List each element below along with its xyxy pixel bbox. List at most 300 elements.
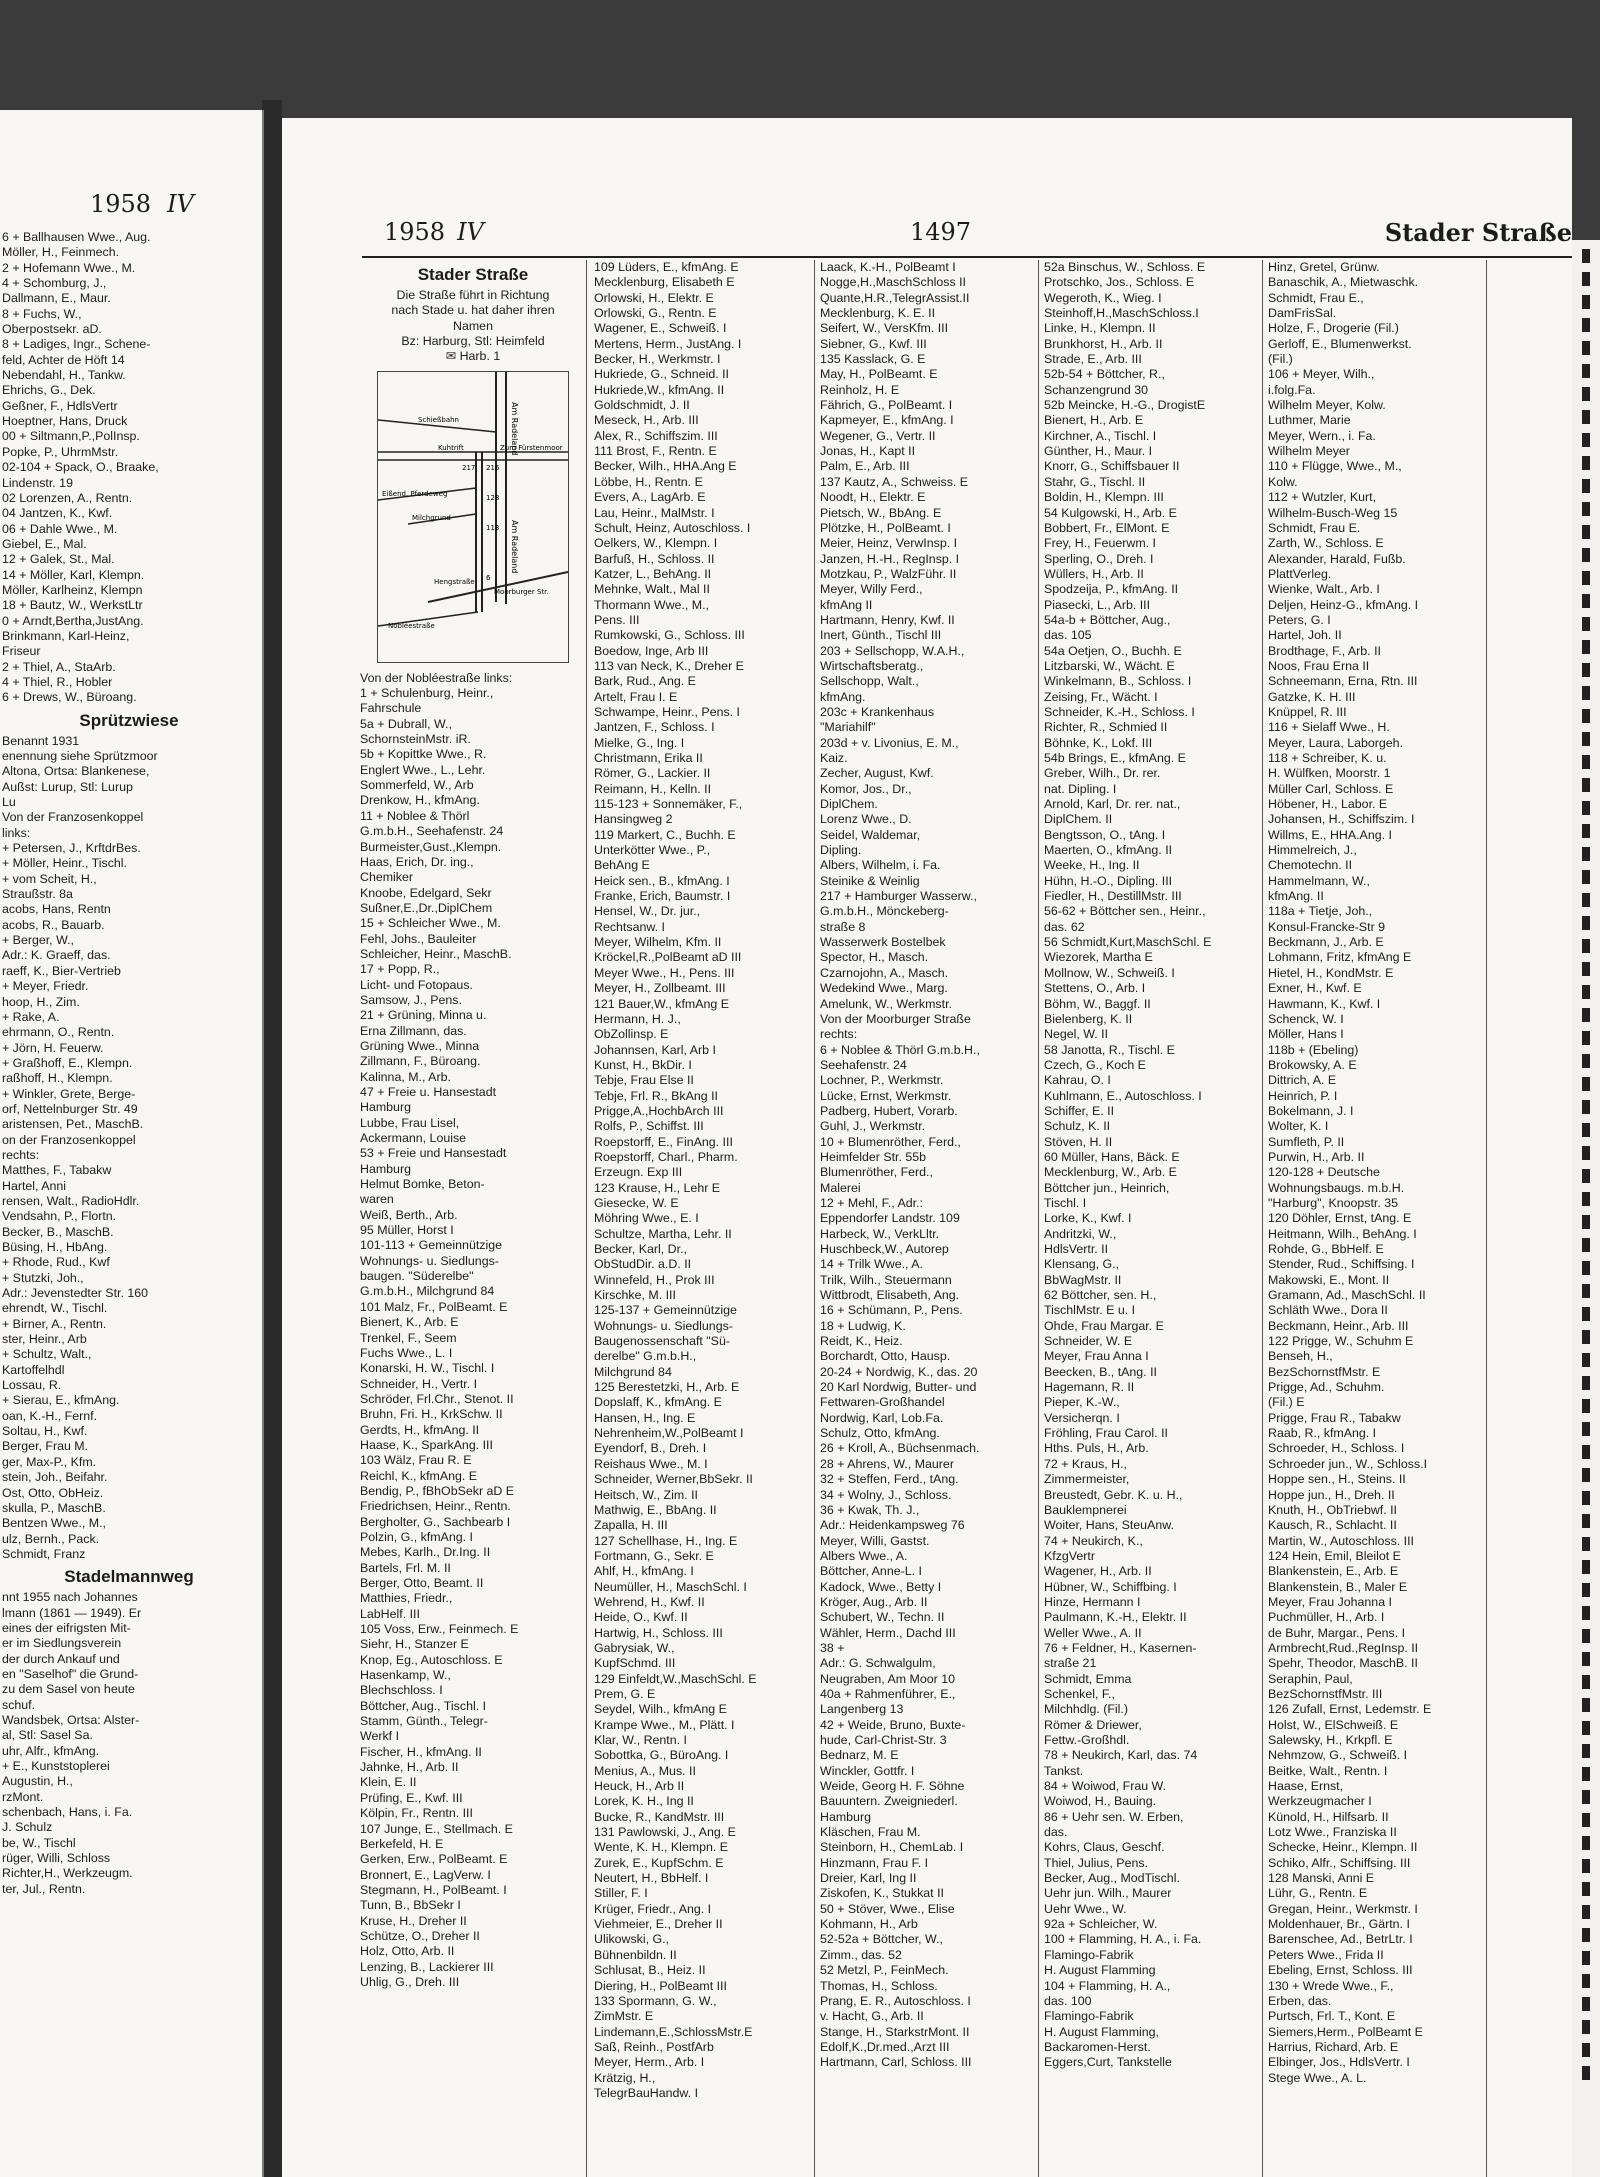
edge-mark	[1582, 479, 1590, 493]
directory-entry: Salewsky, H., Krkpfl. E	[1268, 1733, 1393, 1747]
directory-entry: Becker, B., MaschB.	[2, 1224, 114, 1239]
directory-entry: nat. Dipling. I	[1044, 781, 1117, 796]
directory-entry: 76 + Feldner, H., Kasernen-	[1044, 1640, 1197, 1655]
directory-entry: Katzer, L., BehAng. II	[594, 566, 712, 581]
directory-entry: aristensen, Pet., MaschB.	[2, 1117, 144, 1132]
directory-entry: 14 + Möller, Karl, Klempn.	[2, 567, 145, 582]
directory-entry: Baugenossenschaft "Sü-	[594, 1334, 730, 1349]
directory-entry: Schroeder jun., W., Schloss.I	[1268, 1456, 1428, 1471]
directory-entry: Fahrschule	[360, 701, 422, 716]
directory-entry: 104 + Flamming, H. A.,	[1044, 1978, 1171, 1993]
edge-mark	[1582, 1192, 1590, 1206]
directory-entry: Pietsch, W., BbAng. E	[820, 505, 942, 520]
directory-entry: Knuth, H., ObTriebwf. II	[1268, 1502, 1398, 1517]
directory-entry: Zarth, W., Schloss. E	[1268, 536, 1384, 551]
directory-entry: Lorenz Wwe., D.	[820, 812, 912, 827]
directory-entry: Haas, Erich, Dr. ing.,	[360, 854, 474, 869]
directory-entry: Dreier, Karl, Ing II	[820, 1871, 917, 1886]
directory-entry: Roepstorff, Charl., Pharm.	[594, 1149, 738, 1164]
directory-entry: Jantzen, F., Schloss. I	[594, 720, 715, 735]
directory-entry: Gabrysiak, W.,	[594, 1640, 675, 1655]
directory-entry: Hartwig, H., Schloss. III	[594, 1625, 723, 1640]
directory-entry: Knorr, G., Schiffsbauer II	[1044, 459, 1180, 474]
directory-entry: Lossau, R.	[2, 1378, 62, 1393]
directory-entry: Hinzmann, Frau F. I	[820, 1855, 929, 1870]
directory-entry: Moldenhauer, Br., Gärtn. I	[1268, 1917, 1410, 1932]
edge-mark	[1582, 1100, 1590, 1114]
directory-entry: Boldin, H., Klempn. III	[1044, 490, 1164, 505]
directory-entry: HdlsVertr. II	[1044, 1242, 1109, 1256]
directory-entry: Wohnungsbaugs. m.b.H.	[1268, 1180, 1405, 1195]
directory-entry: Chemotechn. II	[1268, 858, 1353, 873]
directory-entry: Langenberg 13	[820, 1702, 904, 1717]
edge-mark	[1582, 1261, 1590, 1275]
directory-entry: Knüppel, R. III	[1268, 704, 1347, 719]
directory-entry: SchornsteinMstr. iR.	[360, 732, 471, 747]
directory-entry: 110 + Flügge, Wwe., M.,	[1268, 459, 1402, 474]
directory-entry: Holz, Otto, Arb. II	[360, 1944, 455, 1959]
directory-entry: Malerei	[820, 1180, 861, 1195]
directory-entry: 6 + Noblee & Thörl G.m.b.H.,	[820, 1042, 980, 1057]
directory-entry: 18 + Bautz, W., WerkstLtr	[2, 598, 143, 613]
directory-entry: Bauklempnerei	[1044, 1502, 1127, 1517]
directory-entry: Czarnojohn, A., Masch.	[820, 965, 949, 980]
directory-entry: Rohde, G., BbHelf. E	[1268, 1242, 1384, 1256]
directory-entry: Kohmann, H., Arb	[820, 1917, 918, 1932]
right-page-volume: IV	[457, 218, 484, 246]
right-page	[282, 118, 1572, 2177]
left-page	[0, 110, 264, 2177]
directory-entry: on der Franzosenkoppel	[2, 1132, 136, 1147]
directory-entry: Seifert, W., VersKfm. III	[820, 321, 949, 336]
directory-entry: Becker, Wilh., HHA.Ang E	[594, 459, 737, 474]
directory-entry: Beckmann, J., Arb. E	[1268, 935, 1384, 950]
directory-entry: 47 + Freie u. Hansestadt	[360, 1085, 497, 1099]
map-label-fuerstenmoor: Zum Fürstenmoor	[500, 443, 563, 452]
directory-entry: Matthes, F., Tabakw	[2, 1163, 112, 1178]
edge-mark	[1582, 1284, 1590, 1298]
directory-entry: Stegmann, H., PolBeamt. I	[360, 1882, 507, 1897]
directory-entry: ZimMstr. E	[594, 2009, 654, 2024]
directory-entry: Gregan, Heinr., Werkmstr. I	[1268, 1901, 1418, 1916]
directory-entry: 84 + Woiwod, Frau W.	[1044, 1779, 1167, 1794]
directory-entry: Borchardt, Otto, Hausp.	[820, 1349, 951, 1364]
directory-entry: Viehmeier, E., Dreher II	[594, 1917, 723, 1932]
directory-entry: Pieper, K.-W.,	[1044, 1395, 1120, 1410]
directory-entry: Meyer, H., Zollbeamt. III	[594, 981, 726, 996]
map-label-noblee: Nobléestraße	[388, 621, 435, 630]
directory-entry: Kirchner, A., Tischl. I	[1044, 428, 1157, 443]
edge-mark	[1582, 1790, 1590, 1804]
directory-entry: 06 + Dahle Wwe., M.	[2, 521, 118, 536]
edge-mark	[1582, 1537, 1590, 1551]
directory-entry: 28 + Ahrens, W., Maurer	[820, 1456, 954, 1471]
directory-entry: Wohnungs- u. Siedlungs-	[360, 1253, 499, 1268]
directory-entry: 127 Schellhase, H., Ing. E	[594, 1533, 738, 1548]
directory-entry: Vendsahn, P., Flortn.	[2, 1209, 117, 1224]
left-page-volume: IV	[167, 190, 194, 218]
directory-entry: Hamburg	[360, 1100, 411, 1115]
edge-mark	[1582, 663, 1590, 677]
directory-entry: Schroeder, H., Schloss. I	[1268, 1441, 1405, 1456]
directory-entry: Orlowski, G., Rentn. E	[594, 306, 717, 321]
directory-entry: Chemiker	[360, 870, 414, 885]
directory-entry: Flamingo-Fabrik	[1044, 1947, 1134, 1962]
directory-entry: Gerloff, E., Blumenwerkst.	[1268, 336, 1412, 351]
directory-entry: Reishaus Wwe., M. I	[594, 1456, 708, 1471]
directory-entry: Heitmann, Wilh., BehAng. I	[1268, 1226, 1417, 1241]
directory-entry: Lindemann,E.,SchlossMstr.E	[594, 2024, 753, 2039]
directory-entry: Nehrenheim,W.,PolBeamt I	[594, 1426, 744, 1441]
directory-entry: BezSchornstfMstr. III	[1268, 1686, 1383, 1701]
directory-entry: Hartel, Anni	[2, 1178, 67, 1193]
directory-entry: "Harburg", Knoopstr. 35	[1268, 1195, 1399, 1210]
directory-entry: Andritzki, W.,	[1044, 1226, 1117, 1241]
directory-entry: Römer, G., Lackier. II	[594, 766, 711, 781]
header-rule	[362, 256, 1572, 258]
directory-entry: Wandsbek, Ortsa: Alster-	[2, 1712, 140, 1727]
directory-entry: Meyer Wwe., H., Pens. III	[594, 965, 735, 980]
directory-entry: Erben, das.	[1268, 1993, 1332, 2008]
directory-entry: Heinrich, P. I	[1268, 1088, 1338, 1103]
directory-entry: + Möller, Heinr., Tischl.	[2, 856, 127, 871]
directory-entry: Willms, E., HHA.Ang. I	[1268, 827, 1392, 842]
street-map-drawing	[378, 372, 568, 662]
directory-entry: 52b Meincke, H.-G., DrogistE	[1044, 398, 1206, 413]
directory-entry: Arnold, Karl, Dr. rer. nat.,	[1044, 797, 1181, 812]
directory-entry: Edolf,K.,Dr.med.,Arzt III	[820, 2039, 950, 2054]
directory-entry: Schult, Heinz, Autoschloss. I	[594, 520, 751, 535]
directory-entry: 17 + Popp, R.,	[360, 962, 440, 977]
map-label-217: 217	[462, 463, 476, 472]
directory-entry: en "Saselhof" die Grund-	[2, 1666, 139, 1681]
street-map	[377, 371, 569, 663]
edge-mark	[1582, 1744, 1590, 1758]
edge-mark	[1582, 824, 1590, 838]
directory-entry: Von der Moorburger Straße	[820, 1011, 971, 1026]
directory-entry: Lühr, G., Rentn. E	[1268, 1886, 1368, 1901]
directory-entry: 118a + Tietje, Joh.,	[1268, 904, 1373, 919]
edge-mark	[1582, 1330, 1590, 1344]
directory-entry: Bronnert, E., LagVerw. I	[360, 1867, 491, 1882]
directory-entry: Weiß, Berth., Arb.	[360, 1207, 458, 1222]
directory-entry: Adr.: K. Graeff, das.	[2, 948, 111, 963]
directory-entry: Wedekind Wwe., Marg.	[820, 981, 948, 996]
edge-mark	[1582, 1445, 1590, 1459]
directory-entry: Erzeugn. Exp III	[594, 1165, 683, 1180]
edge-mark	[1582, 962, 1590, 976]
directory-entry: Prigge,A.,HochbArch III	[594, 1103, 724, 1118]
directory-entry: + vom Scheit, H.,	[2, 871, 97, 886]
directory-entry: Schenkel, F.,	[1044, 1686, 1115, 1701]
edge-mark	[1582, 387, 1590, 401]
directory-entry: Knoobe, Edelgard, Sekr	[360, 885, 492, 900]
directory-entry: Harrius, Richard, Arb. E	[1268, 2039, 1399, 2054]
directory-entry: Noos, Frau Erna II	[1268, 658, 1370, 673]
directory-entry: Blankenstein, E., Arb. E	[1268, 1564, 1399, 1579]
directory-entry: Bienert, H., Arb. E	[1044, 413, 1144, 428]
directory-entry: Altona, Ortsa: Blankenese,	[2, 764, 150, 779]
directory-entry: Schwampe, Heinr., Pens. I	[594, 704, 741, 719]
edge-mark	[1582, 1698, 1590, 1712]
directory-entry: 131 Pawlowski, J., Ang. E	[594, 1825, 736, 1840]
directory-entry: 54 Kulgowski, H., Arb. E	[1044, 505, 1177, 520]
edge-mark	[1582, 1169, 1590, 1183]
directory-entry: Krätzig, H.,	[594, 2070, 656, 2085]
directory-entry: Adr.: Jevenstedter Str. 160	[2, 1286, 149, 1301]
directory-entry: Fiedler, H., DestillMstr. III	[1044, 889, 1182, 904]
directory-entry: Brunkhorst, H., Arb. II	[1044, 336, 1163, 351]
directory-entry: Böttcher, Aug., Tischl. I	[360, 1698, 487, 1713]
directory-entry: Brinkmann, Karl-Heinz,	[2, 628, 130, 643]
edge-mark	[1582, 709, 1590, 723]
directory-entry: 20-24 + Nordwig, K., das. 20	[820, 1364, 978, 1379]
directory-entry: Müller Carl, Schloss. E	[1268, 781, 1394, 796]
directory-entry: Zeising, Fr., Wächt. I	[1044, 689, 1158, 704]
directory-entry: Gerdts, H., kfmAng. II	[360, 1422, 480, 1437]
directory-entry: Kartoffelhdl	[2, 1362, 65, 1377]
directory-entry: straße 21	[1044, 1656, 1097, 1671]
directory-entry: 04 Jantzen, K., Kwf.	[2, 506, 113, 521]
directory-entry: Friseur	[2, 644, 41, 659]
directory-entry: oan, K.-H., Fernf.	[2, 1408, 98, 1423]
directory-entry: 128 Manski, Anni E	[1268, 1871, 1375, 1886]
directory-entry: Lenzing, B., Lackierer III	[360, 1959, 494, 1974]
directory-entry: Heuck, H., Arb II	[594, 1779, 685, 1794]
directory-entry: TischlMstr. E u. I	[1044, 1303, 1136, 1318]
directory-entry: Mollnow, W., Schweiß. I	[1044, 965, 1175, 980]
directory-entry: 6 + Ballhausen Wwe., Aug.	[2, 230, 151, 244]
directory-entry: Adr.: Heidenkampsweg 76	[820, 1518, 965, 1533]
directory-entry: Woiwod, H., Bauing.	[1044, 1794, 1157, 1809]
directory-column-2	[594, 260, 815, 2177]
directory-entry: Seydel, Wilh., kfmAng E	[594, 1702, 727, 1717]
directory-entry: 5a + Dubrall, W.,	[360, 716, 452, 731]
edge-mark	[1582, 456, 1590, 470]
directory-entry: Hoeptner, Hans, Druck	[2, 414, 128, 429]
directory-entry: 72 + Kraus, H.,	[1044, 1456, 1127, 1471]
directory-entry: Makowski, E., Mont. II	[1268, 1272, 1390, 1287]
directory-entry: 54b Brings, E., kfmAng. E	[1044, 751, 1186, 765]
directory-entry: 16 + Schümann, P., Pens.	[820, 1303, 963, 1318]
map-road-moorburger	[428, 572, 568, 602]
directory-entry: schuf.	[2, 1697, 36, 1712]
directory-entry: Hinze, Hermann I	[1044, 1594, 1141, 1609]
edge-mark	[1582, 433, 1590, 447]
directory-entry: Lücke, Ernst, Werkmstr.	[820, 1088, 952, 1103]
directory-entry: Mebes, Karlh., Dr.Ing. II	[360, 1545, 491, 1560]
street-postal	[360, 349, 586, 364]
directory-entry: nnt 1955 nach Johannes	[2, 1590, 138, 1605]
edge-mark	[1582, 1997, 1590, 2011]
directory-entry: 34 + Wolny, J., Schloss.	[820, 1487, 952, 1502]
directory-entry: Hansen, H., Ing. E	[594, 1410, 696, 1425]
directory-entry: Hths. Puls, H., Arb.	[1044, 1441, 1149, 1456]
directory-entry: Kohrs, Claus, Geschf.	[1044, 1840, 1165, 1855]
directory-entry: Meier, Heinz, VerwInsp. I	[820, 536, 958, 551]
directory-entry: 115-123 + Sonnemäker, F.,	[594, 797, 743, 812]
directory-entry: Bobbert, Fr., ElMont. E	[1044, 520, 1170, 535]
directory-entry: 122 Prigge, W., Schuhm E	[1268, 1334, 1414, 1349]
directory-entry: Konarski, H. W., Tischl. I	[360, 1361, 495, 1376]
directory-entry: Eyendorf, B., Dreh. I	[594, 1441, 707, 1456]
directory-entry: Uehr jun. Wilh., Maurer	[1044, 1886, 1172, 1901]
directory-entry: Jahnke, H., Arb. II	[360, 1760, 459, 1775]
directory-entry: 40a + Rahmenführer, E.,	[820, 1686, 956, 1701]
directory-entry: Schulz, K. II	[1044, 1119, 1111, 1134]
directory-entry: Weeke, H., Ing. II	[1044, 858, 1140, 873]
directory-entry: Hartel, Joh. II	[1268, 628, 1342, 643]
edge-mark	[1582, 1767, 1590, 1781]
directory-entry: 2 + Hofemann Wwe., M.	[2, 260, 136, 275]
directory-entry: Richter,H., Werkzeugm.	[2, 1866, 133, 1881]
edge-mark	[1582, 985, 1590, 999]
directory-entry: Janzen, H.-H., RegInsp. I	[820, 551, 960, 566]
directory-entry: Siemers,Herm., PolBeamt E	[1268, 2024, 1423, 2039]
directory-entry: Zecher, August, Kwf.	[820, 766, 934, 781]
directory-entry: Bruhn, Fri. H., KrkSchw. II	[360, 1407, 503, 1422]
edge-mark	[1582, 525, 1590, 539]
directory-entry: 124 Hein, Emil, Bleilot E	[1268, 1548, 1401, 1563]
edge-mark	[1582, 847, 1590, 861]
directory-entry: Deljen, Heinz-G., kfmAng. I	[1268, 597, 1419, 612]
directory-entry: Samsow, J., Pens.	[360, 992, 462, 1007]
directory-entry: Licht- und Fotopaus.	[360, 977, 473, 992]
directory-entry: Hawmann, K., Kwf. I	[1268, 996, 1381, 1011]
directory-entry: Weide, Georg H. F. Söhne	[820, 1779, 965, 1794]
directory-entry: Giesecke, W. E	[594, 1195, 679, 1210]
directory-entry: Fehl, Johs., Bauleiter	[360, 931, 477, 946]
directory-entry: Augustin, H.,	[2, 1774, 73, 1789]
directory-entry: Tankst.	[1044, 1763, 1084, 1778]
directory-entry: Beecken, B., tAng. II	[1044, 1364, 1157, 1379]
directory-entry: Außst: Lurup, Stl: Lurup	[2, 779, 133, 794]
directory-entry: Winnefeld, H., Prok III	[594, 1272, 715, 1287]
directory-entry: DiplChem.	[820, 797, 878, 812]
street-description-2: nach Stade u. hat daher ihren	[391, 303, 555, 318]
directory-entry: Wittbrodt, Elisabeth, Ang.	[820, 1288, 960, 1303]
map-label-radeland-bottom: Am Radeland	[510, 519, 519, 574]
directory-entry: stein, Joh., Beifahr.	[2, 1470, 108, 1485]
edge-mark	[1582, 1376, 1590, 1390]
directory-entry: Benseh, H.,	[1268, 1349, 1333, 1364]
directory-entry: Peters Wwe., Frida II	[1268, 1947, 1384, 1962]
directory-entry: Zillmann, F., Büroang.	[360, 1054, 481, 1069]
street-postal-text: Harb. 1	[459, 349, 501, 364]
directory-entry: Reinholz, H. E	[820, 382, 900, 397]
edge-mark	[1582, 1675, 1590, 1689]
directory-entry: rechts:	[2, 1147, 40, 1162]
left-page-header	[90, 190, 194, 218]
directory-entry: Milchgrund 84	[594, 1364, 672, 1379]
directory-entry: Barfuß, H., Schloss. II	[594, 551, 715, 566]
directory-entry: Krüger, Friedr., Ang. I	[594, 1901, 712, 1916]
directory-entry: Paulmann, K.-H., Elektr. II	[1044, 1610, 1187, 1625]
directory-entry: Hartmann, Henry, Kwf. II	[820, 612, 955, 627]
directory-entry: 56-62 + Böttcher sen., Heinr.,	[1044, 904, 1206, 919]
edge-mark	[1582, 1974, 1590, 1988]
directory-entry: Blechschloss. I	[360, 1683, 443, 1698]
directory-entry: Schleicher, Heinr., MaschB.	[360, 946, 512, 961]
directory-entry: Blumenröther, Ferd.,	[820, 1165, 933, 1180]
directory-entry: Boedow, Inge, Arb III	[594, 643, 709, 658]
directory-entry: Hühn, H.-O., Dipling. III	[1044, 873, 1173, 888]
directory-entry: Reidt, K., Heiz.	[820, 1334, 903, 1349]
directory-entry: 54a Oetjen, O., Buchh. E	[1044, 643, 1182, 658]
directory-entry: Schiko, Alfr., Schiffsing. III	[1268, 1855, 1411, 1870]
directory-entry: 54a-b + Böttcher, Aug.,	[1044, 612, 1171, 627]
edge-mark	[1582, 318, 1590, 332]
directory-entry: Bergholter, G., Sachbearb I	[360, 1514, 511, 1529]
directory-entry: Prüfing, E., Kwf. III	[360, 1790, 463, 1805]
directory-entry: Ahlf, H., kfmAng. I	[594, 1564, 694, 1579]
edge-mark	[1582, 732, 1590, 746]
directory-entry: Kruse, H., Dreher II	[360, 1913, 467, 1928]
section-title: Sprützwiese	[79, 710, 179, 730]
directory-entry: Siebner, G., Kwf. III	[820, 336, 927, 351]
directory-entry: Kläschen, Frau M.	[820, 1825, 921, 1840]
edge-mark	[1582, 1951, 1590, 1965]
directory-entry: 2 + Thiel, A., StaArb.	[2, 659, 116, 674]
directory-entry: 100 + Flamming, H. A., i. Fa.	[1044, 1932, 1202, 1947]
directory-entry: raeff, K., Bier-Vertrieb	[2, 963, 121, 978]
directory-entry: Kadock, Wwe., Betty I	[820, 1579, 942, 1594]
directory-entry: Werkzeugmacher I	[1268, 1794, 1372, 1809]
directory-entry: 95 Müller, Horst I	[360, 1223, 454, 1238]
edge-mark	[1582, 1629, 1590, 1643]
directory-entry: 02-104 + Spack, O., Braake,	[2, 460, 159, 475]
directory-entry: Plötzke, H., PolBeamt. I	[820, 520, 951, 535]
directory-entry: Ehrichs, G., Dek.	[2, 383, 96, 398]
directory-entry: Laack, K.-H., PolBeamt I	[820, 260, 956, 274]
directory-entry: Mehnke, Walt., Mal II	[594, 582, 710, 597]
directory-entry: 02 Lorenzen, A., Rentn.	[2, 490, 133, 505]
directory-entry: Kausch, R., Schlacht. II	[1268, 1518, 1397, 1533]
directory-entry: Czech, G., Koch E	[1044, 1057, 1146, 1072]
edge-mark	[1582, 1008, 1590, 1022]
directory-entry: 118 + Schreiber, K. u.	[1268, 751, 1387, 765]
directory-entry: Beckmann, Heinr., Arb. III	[1268, 1318, 1409, 1333]
directory-entry: 58 Janotta, R., Tischl. E	[1044, 1042, 1175, 1057]
directory-entry: Steinhoff,H.,MaschSchloss.I	[1044, 306, 1199, 321]
edge-mark	[1582, 939, 1590, 953]
directory-entry: + Winkler, Grete, Berge-	[2, 1086, 136, 1101]
directory-entry: Kuhlmann, E., Autoschloss. I	[1044, 1088, 1202, 1103]
directory-entry: Sommerfeld, W., Arb	[360, 778, 474, 793]
directory-entry: Mathwig, E., BbAng. II	[594, 1502, 717, 1517]
edge-mark	[1582, 801, 1590, 815]
directory-entry: 125 Berestetzki, H., Arb. E	[594, 1380, 740, 1395]
directory-entry: 217 + Hamburger Wasserw.,	[820, 889, 977, 904]
directory-entry: Puchmüller, H., Arb. I	[1268, 1610, 1385, 1625]
directory-entry: Wirtschaftsberatg.,	[820, 658, 924, 673]
directory-entry: 105 Voss, Erw., Feinmech. E	[360, 1622, 519, 1637]
directory-entry: Wehrend, H., Kwf. II	[594, 1594, 705, 1609]
directory-entry: 50 + Stöver, Wwe., Elise	[820, 1901, 955, 1916]
directory-entry: Ziskofen, K., Stukkat II	[820, 1886, 944, 1901]
directory-entry: Straußstr. 8a	[2, 887, 73, 902]
directory-entry: Evers, A., LagArb. E	[594, 490, 706, 505]
directory-entry: 52a Binschus, W., Schloss. E	[1044, 260, 1206, 274]
directory-entry: 00 + Siltmann,P.,PolInsp.	[2, 429, 140, 444]
directory-entry: Wegener, G., Vertr. II	[820, 428, 936, 443]
directory-entry: Mecklenburg, W., Arb. E	[1044, 1165, 1177, 1180]
directory-entry: Prigge, Ad., Schuhm.	[1268, 1380, 1385, 1395]
directory-entry: Lindenstr. 19	[2, 475, 73, 490]
directory-entry: 52 Metzl, P., FeinMech.	[820, 1963, 949, 1978]
directory-entry: ObZollinsp. E	[594, 1027, 669, 1042]
directory-entry: H. August Flamming	[1044, 1963, 1156, 1978]
